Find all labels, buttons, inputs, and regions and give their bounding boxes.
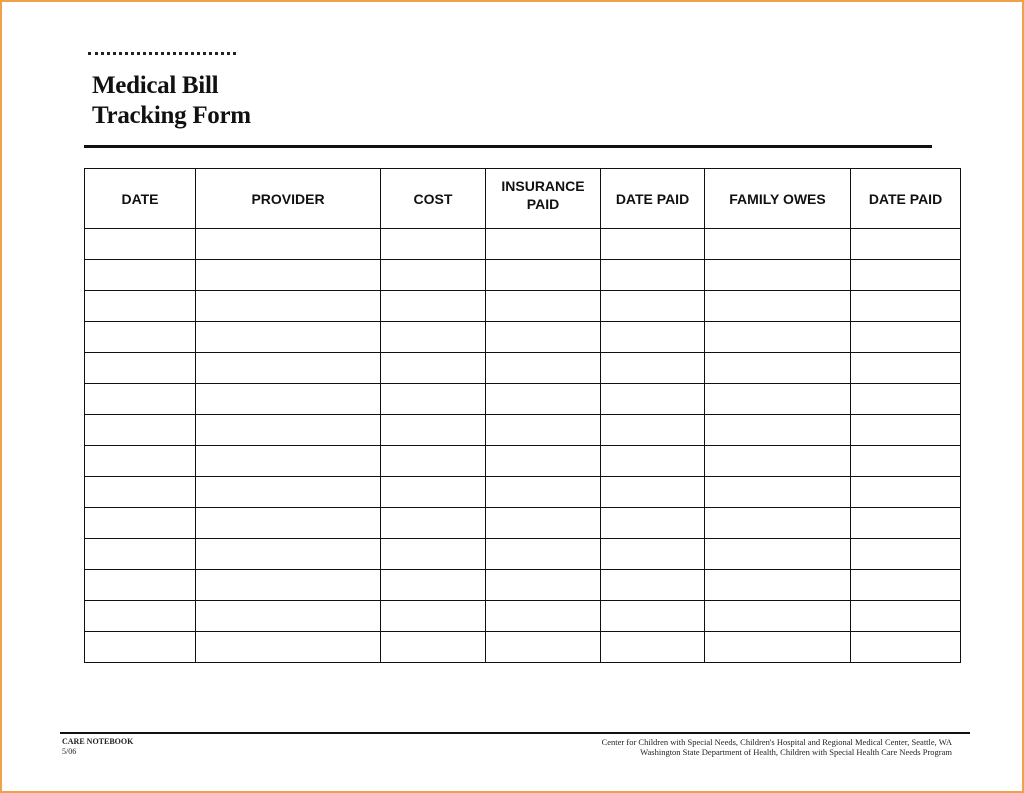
- form-title: [92, 71, 251, 131]
- entry-cell-family-owes[interactable]: [705, 632, 851, 663]
- entry-cell-family-owes[interactable]: [705, 229, 851, 260]
- entry-cell-date-paid-1[interactable]: [601, 384, 705, 415]
- entry-cell-cost[interactable]: [381, 539, 486, 570]
- entry-cell-cost[interactable]: [381, 322, 486, 353]
- entry-cell-date-paid-2[interactable]: [851, 322, 961, 353]
- column-header-date: [85, 169, 196, 229]
- table-row: [85, 229, 961, 260]
- column-header-date-paid-1: [601, 169, 705, 229]
- entry-cell-date[interactable]: [85, 446, 196, 477]
- entry-cell-date-paid-2[interactable]: [851, 508, 961, 539]
- footer-revision-date: 5/06: [62, 747, 77, 756]
- entry-cell-insurance-paid[interactable]: [486, 446, 601, 477]
- footer-divider: [60, 732, 970, 734]
- entry-cell-date[interactable]: [85, 632, 196, 663]
- entry-cell-date-paid-1[interactable]: [601, 291, 705, 322]
- entry-cell-cost[interactable]: [381, 384, 486, 415]
- column-header-provider: [196, 169, 381, 229]
- entry-cell-date[interactable]: [85, 477, 196, 508]
- entry-cell-insurance-paid[interactable]: [486, 570, 601, 601]
- entry-cell-provider[interactable]: [196, 353, 381, 384]
- entry-cell-cost[interactable]: [381, 446, 486, 477]
- entry-cell-date-paid-1[interactable]: [601, 477, 705, 508]
- entry-cell-provider[interactable]: [196, 322, 381, 353]
- entry-cell-insurance-paid[interactable]: [486, 260, 601, 291]
- column-header-label: PROVIDER: [251, 190, 325, 207]
- entry-cell-date-paid-1[interactable]: [601, 322, 705, 353]
- entry-cell-date-paid-2[interactable]: [851, 446, 961, 477]
- entry-cell-cost[interactable]: [381, 260, 486, 291]
- entry-cell-date-paid-1[interactable]: [601, 632, 705, 663]
- entry-cell-date[interactable]: [85, 260, 196, 291]
- entry-cell-provider[interactable]: [196, 229, 381, 260]
- entry-cell-family-owes[interactable]: [705, 384, 851, 415]
- table-row: [85, 260, 961, 291]
- table-body: [85, 229, 961, 663]
- entry-cell-insurance-paid[interactable]: [486, 601, 601, 632]
- column-header-label: DATE PAID: [868, 190, 943, 207]
- entry-cell-date-paid-1[interactable]: [601, 260, 705, 291]
- entry-cell-date-paid-2[interactable]: [851, 291, 961, 322]
- column-header-label: DATE PAID: [615, 190, 690, 207]
- entry-cell-insurance-paid[interactable]: [486, 632, 601, 663]
- entry-cell-cost[interactable]: [381, 508, 486, 539]
- entry-cell-date[interactable]: [85, 601, 196, 632]
- entry-cell-date-paid-1[interactable]: [601, 539, 705, 570]
- entry-cell-date-paid-1[interactable]: [601, 353, 705, 384]
- entry-cell-cost[interactable]: [381, 570, 486, 601]
- entry-cell-family-owes[interactable]: [705, 291, 851, 322]
- entry-cell-family-owes[interactable]: [705, 415, 851, 446]
- entry-cell-provider[interactable]: [196, 384, 381, 415]
- column-header-cost: [381, 169, 486, 229]
- footer-left: [62, 737, 133, 757]
- entry-cell-insurance-paid[interactable]: [486, 229, 601, 260]
- column-header-date-paid-2: [851, 169, 961, 229]
- entry-cell-cost[interactable]: [381, 415, 486, 446]
- entry-cell-date[interactable]: [85, 415, 196, 446]
- table-row: [85, 322, 961, 353]
- entry-cell-date[interactable]: [85, 291, 196, 322]
- table-row: [85, 601, 961, 632]
- column-header-label: PAID: [526, 196, 560, 212]
- table-row: [85, 508, 961, 539]
- entry-cell-insurance-paid[interactable]: [486, 291, 601, 322]
- entry-cell-provider[interactable]: [196, 570, 381, 601]
- column-header-label: DATE: [121, 190, 159, 207]
- entry-cell-provider[interactable]: [196, 446, 381, 477]
- entry-cell-cost[interactable]: [381, 632, 486, 663]
- entry-cell-date-paid-1[interactable]: [601, 570, 705, 601]
- entry-cell-date[interactable]: [85, 570, 196, 601]
- entry-cell-family-owes[interactable]: [705, 446, 851, 477]
- entry-cell-date[interactable]: [85, 229, 196, 260]
- entry-cell-provider[interactable]: [196, 539, 381, 570]
- table-row: [85, 384, 961, 415]
- table-row: [85, 415, 961, 446]
- entry-cell-insurance-paid[interactable]: [486, 415, 601, 446]
- bill-tracking-table: [84, 168, 961, 663]
- entry-cell-cost[interactable]: [381, 291, 486, 322]
- entry-cell-date[interactable]: [85, 384, 196, 415]
- entry-cell-insurance-paid[interactable]: [486, 353, 601, 384]
- entry-cell-cost[interactable]: [381, 477, 486, 508]
- entry-cell-provider[interactable]: [196, 291, 381, 322]
- entry-cell-date[interactable]: [85, 539, 196, 570]
- column-header-label: COST: [413, 190, 453, 207]
- entry-cell-date-paid-2[interactable]: [851, 415, 961, 446]
- entry-cell-provider[interactable]: [196, 508, 381, 539]
- entry-cell-family-owes[interactable]: [705, 601, 851, 632]
- entry-cell-family-owes[interactable]: [705, 539, 851, 570]
- entry-cell-date[interactable]: [85, 353, 196, 384]
- footer-notebook-label: CARE NOTEBOOK: [62, 737, 134, 746]
- footer-credits: [602, 737, 952, 757]
- entry-cell-insurance-paid[interactable]: [486, 539, 601, 570]
- entry-cell-date-paid-1[interactable]: [601, 601, 705, 632]
- entry-cell-date-paid-2[interactable]: [851, 539, 961, 570]
- dotted-rule: [88, 52, 236, 55]
- entry-cell-provider[interactable]: [196, 632, 381, 663]
- entry-cell-cost[interactable]: [381, 353, 486, 384]
- entry-cell-date-paid-2[interactable]: [851, 260, 961, 291]
- entry-cell-provider[interactable]: [196, 415, 381, 446]
- entry-cell-provider[interactable]: [196, 260, 381, 291]
- table-header: [85, 169, 961, 229]
- form-title-line-2: Tracking Form: [92, 102, 251, 129]
- column-header-label: INSURANCE: [501, 178, 585, 194]
- entry-cell-date-paid-2[interactable]: [851, 570, 961, 601]
- entry-cell-date-paid-1[interactable]: [601, 508, 705, 539]
- entry-cell-provider[interactable]: [196, 601, 381, 632]
- header-row: [85, 169, 961, 229]
- entry-cell-cost[interactable]: [381, 601, 486, 632]
- entry-cell-date-paid-1[interactable]: [601, 446, 705, 477]
- entry-cell-family-owes[interactable]: [705, 260, 851, 291]
- entry-cell-family-owes[interactable]: [705, 570, 851, 601]
- table-row: [85, 570, 961, 601]
- entry-cell-date[interactable]: [85, 322, 196, 353]
- entry-cell-family-owes[interactable]: [705, 477, 851, 508]
- entry-cell-insurance-paid[interactable]: [486, 477, 601, 508]
- entry-cell-date-paid-2[interactable]: [851, 229, 961, 260]
- entry-cell-date[interactable]: [85, 508, 196, 539]
- entry-cell-insurance-paid[interactable]: [486, 322, 601, 353]
- entry-cell-date-paid-1[interactable]: [601, 415, 705, 446]
- table-row: [85, 539, 961, 570]
- entry-cell-family-owes[interactable]: [705, 353, 851, 384]
- entry-cell-family-owes[interactable]: [705, 322, 851, 353]
- table-row: [85, 291, 961, 322]
- entry-cell-provider[interactable]: [196, 477, 381, 508]
- column-header-label: FAMILY OWES: [729, 190, 826, 207]
- entry-cell-date-paid-2[interactable]: [851, 384, 961, 415]
- title-divider: [84, 145, 932, 148]
- table-row: [85, 353, 961, 384]
- table-row: [85, 446, 961, 477]
- entry-cell-date-paid-2[interactable]: [851, 632, 961, 663]
- entry-cell-date-paid-2[interactable]: [851, 353, 961, 384]
- column-header-family-owes: [705, 169, 851, 229]
- entry-cell-date-paid-2[interactable]: [851, 601, 961, 632]
- table-row: [85, 632, 961, 663]
- table-row: [85, 477, 961, 508]
- entry-cell-cost[interactable]: [381, 229, 486, 260]
- column-header-insurance-paid: [486, 169, 601, 229]
- footer-credit-line-1: Center for Children with Special Needs, Children's Hospital and Regional Medical Center, Seattle, WA: [601, 737, 952, 747]
- entry-cell-date-paid-1[interactable]: [601, 229, 705, 260]
- entry-cell-insurance-paid[interactable]: [486, 384, 601, 415]
- entry-cell-family-owes[interactable]: [705, 508, 851, 539]
- form-title-line-1: Medical Bill: [92, 72, 219, 99]
- footer-credit-line-2: Washington State Department of Health, Children with Special Health Care Needs Program: [640, 747, 952, 757]
- entry-cell-date-paid-2[interactable]: [851, 477, 961, 508]
- entry-cell-insurance-paid[interactable]: [486, 508, 601, 539]
